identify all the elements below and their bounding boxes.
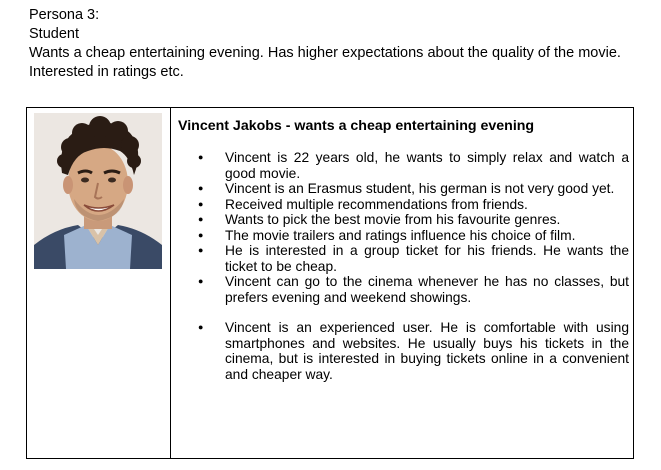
bullet-item: ● Vincent can go to the cinema whenever he has no classes, but prefers evening and weekend showings. — [195, 274, 629, 305]
persona-summary-line-1: Wants a cheap entertaining evening. Has higher expectations about the quality of the movie. — [29, 45, 621, 61]
persona-role: Student — [29, 26, 79, 42]
persona-summary-line-2: Interested in ratings etc. — [29, 64, 184, 80]
bullet-item: ● Vincent is an Erasmus student, his german is not very good yet. — [195, 181, 629, 197]
bullet-item: ● The movie trailers and ratings influence his choice of film. — [195, 228, 629, 244]
persona-intro — [29, 6, 649, 82]
bullet-item: ● Received multiple recommendations from friends. — [195, 197, 629, 213]
persona-photo — [34, 113, 162, 269]
description-cell — [171, 108, 633, 458]
bullet-item: ● Wants to pick the best movie from his favourite genres. — [195, 212, 629, 228]
bullet-item: ● Vincent is 22 years old, he wants to simply relax and watch a good movie. — [195, 150, 629, 181]
persona-title: Vincent Jakobs - wants a cheap entertaining evening — [178, 118, 535, 134]
photo-cell — [27, 108, 171, 458]
persona-bullet-list — [195, 150, 629, 382]
persona-table — [26, 107, 634, 459]
bullet-item: ● He is interested in a group ticket for his friends. He wants the ticket to be cheap. — [195, 243, 629, 274]
bullet-item: ● Vincent is an experienced user. He is comfortable with using smartphones and websites. He usually buys his tickets in the cinema, but is interested in buying tickets online in a convenient and cheaper way. — [195, 320, 629, 382]
persona-heading: Persona 3: — [29, 7, 100, 23]
